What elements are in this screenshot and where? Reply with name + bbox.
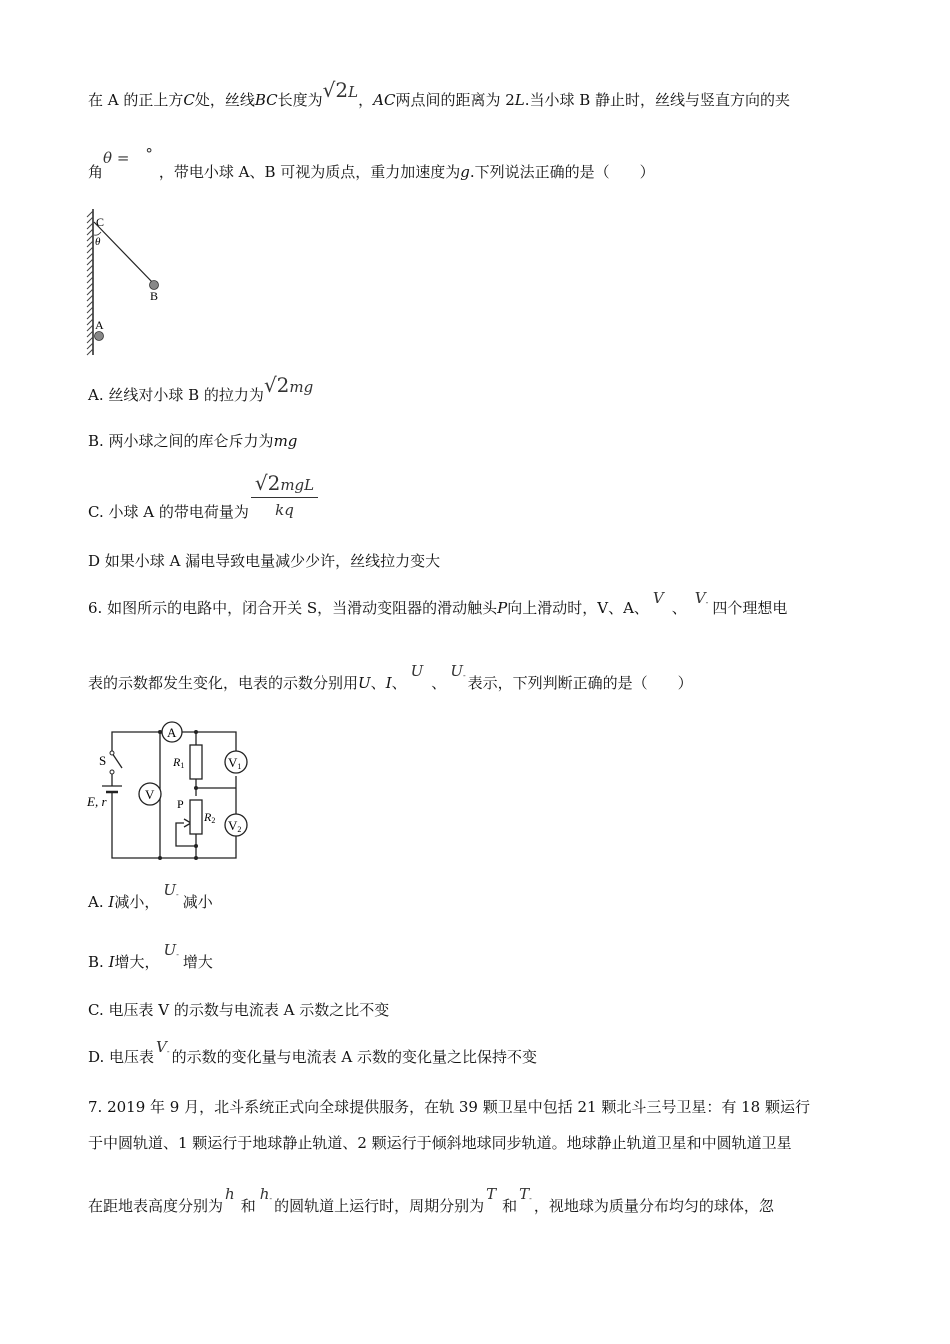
ball-a — [95, 332, 104, 341]
voltmeter-v — [139, 783, 161, 805]
q5-stem-line-1: 在 A 的正上方C处，丝线BC长度为√2L，AC两点间的距离为 2L.当小球 B 静止时，丝线与竖直方向的夹 — [88, 78, 791, 109]
q6-option-c: C. 电压表 V 的示数与电流表 A 示数之比不变 — [88, 1001, 390, 1019]
t2-symbol: $T_-$ — [519, 1185, 532, 1203]
voltmeter-v2 — [225, 814, 247, 836]
label-r2: R2 — [204, 810, 216, 825]
resistor-r1 — [190, 745, 202, 779]
svg-text:V2: V2 — [228, 818, 242, 834]
q5-option-b: B. 两小球之间的库仑斥力为mg — [88, 432, 298, 450]
q7-stem-line-2: 于中圆轨道、1 颗运行于地球静止轨道、2 颗运行于倾斜地球同步轨道。地球静止轨道卫星和中圆轨道卫星 — [88, 1134, 792, 1152]
q6-option-b: B. I增大，$U_-$ 增大 — [88, 941, 213, 971]
theta-formula: θ = — [103, 149, 130, 167]
switch-contact — [110, 751, 114, 755]
voltmeter-v1 — [225, 751, 247, 773]
label-slider-p: P — [177, 797, 184, 811]
junction — [194, 844, 198, 848]
q5-option-d: D 如果小球 A 漏电导致电量减少少许，丝线拉力变大 — [88, 552, 441, 570]
svg-text:A: A — [167, 725, 177, 740]
label-a: A — [95, 318, 104, 332]
option-d-v-symbol: $V_-$ — [156, 1038, 170, 1056]
junction — [158, 856, 162, 860]
q6-option-d: D. 电压表$V_-$ 的示数的变化量与电流表 A 示数的变化量之比保持不变 — [88, 1038, 537, 1066]
ammeter — [162, 722, 182, 742]
q5-option-c: C. 小球 A 的带电荷量为 $\frac{\text{√2mgL}}{kq}$ — [88, 473, 318, 520]
label-emf: E, r — [87, 794, 107, 809]
svg-text:V1: V1 — [228, 755, 242, 771]
option-a-formula: √2mg — [263, 373, 314, 397]
q5-stem-line-2: 角θ = °，带电小球 A、B 可视为质点，重力加速度为g.下列说法正确的是（ ） — [88, 145, 655, 181]
q7-stem-line-1: 7. 2019 年 9 月，北斗系统正式向全球提供服务，在轨 39 颗卫星中包括 21 颗北斗三号卫星：有 18 颗运行 — [88, 1098, 810, 1116]
label-b: B — [150, 289, 159, 303]
junction — [194, 786, 198, 790]
q7-stem-line-3: 在距地表高度分别为h和$h_-$ 的圆轨道上运行时，周期分别为T和$T_-$ ，视地球为质量分布均匀的球体，忽 — [88, 1185, 774, 1215]
label-theta: θ — [95, 236, 101, 248]
option-c-fraction: $\frac{\text{√2mgL}}{kq}$ — [251, 473, 318, 520]
q5-option-a: A. 丝线对小球 B 的拉力为√2mg — [88, 373, 314, 404]
q6-option-a: A. I减小，$U_-$ 减小 — [88, 881, 213, 911]
v2-symbol: $V_-$ — [694, 589, 709, 607]
angle-arc — [94, 232, 101, 235]
degree-symbol: ° — [145, 145, 153, 163]
t1-symbol: T — [486, 1185, 497, 1203]
switch-contact — [110, 770, 114, 774]
resistor-r2 — [190, 800, 202, 834]
option-a-u-symbol: $U_-$ — [163, 881, 179, 899]
junction — [194, 730, 198, 734]
circuit-diagram — [84, 718, 254, 866]
option-b-u-symbol: $U_-$ — [163, 941, 179, 959]
u2-symbol: $U_-$ — [450, 662, 466, 680]
u1-symbol: U — [410, 662, 424, 680]
svg-text:V: V — [145, 787, 155, 802]
q6-stem-line-2: 表的示数都发生变化，电表的示数分别用U、I、U、$U_-$ 表示，下列判断正确的是（ ） — [88, 662, 693, 692]
q6-stem-line-1: 6. 如图所示的电路中，闭合开关 S，当滑动变阻器的滑动触头P向上滑动时，V、A、V、$V_-$ 四个理想电 — [88, 589, 788, 617]
silk-thread — [94, 222, 154, 284]
circuit-wires — [102, 732, 236, 858]
pendulum-figure — [84, 205, 174, 360]
wall-hatching — [87, 209, 93, 355]
label-c: C — [96, 215, 105, 229]
label-r1: R1 — [173, 755, 185, 770]
h1-symbol: h — [225, 1185, 235, 1203]
v1-symbol: V — [652, 589, 664, 607]
sqrt-2l-formula: √2L — [322, 78, 359, 102]
junction — [194, 856, 198, 860]
label-switch: S — [99, 753, 107, 768]
h2-symbol: $h_-$ — [259, 1185, 273, 1203]
